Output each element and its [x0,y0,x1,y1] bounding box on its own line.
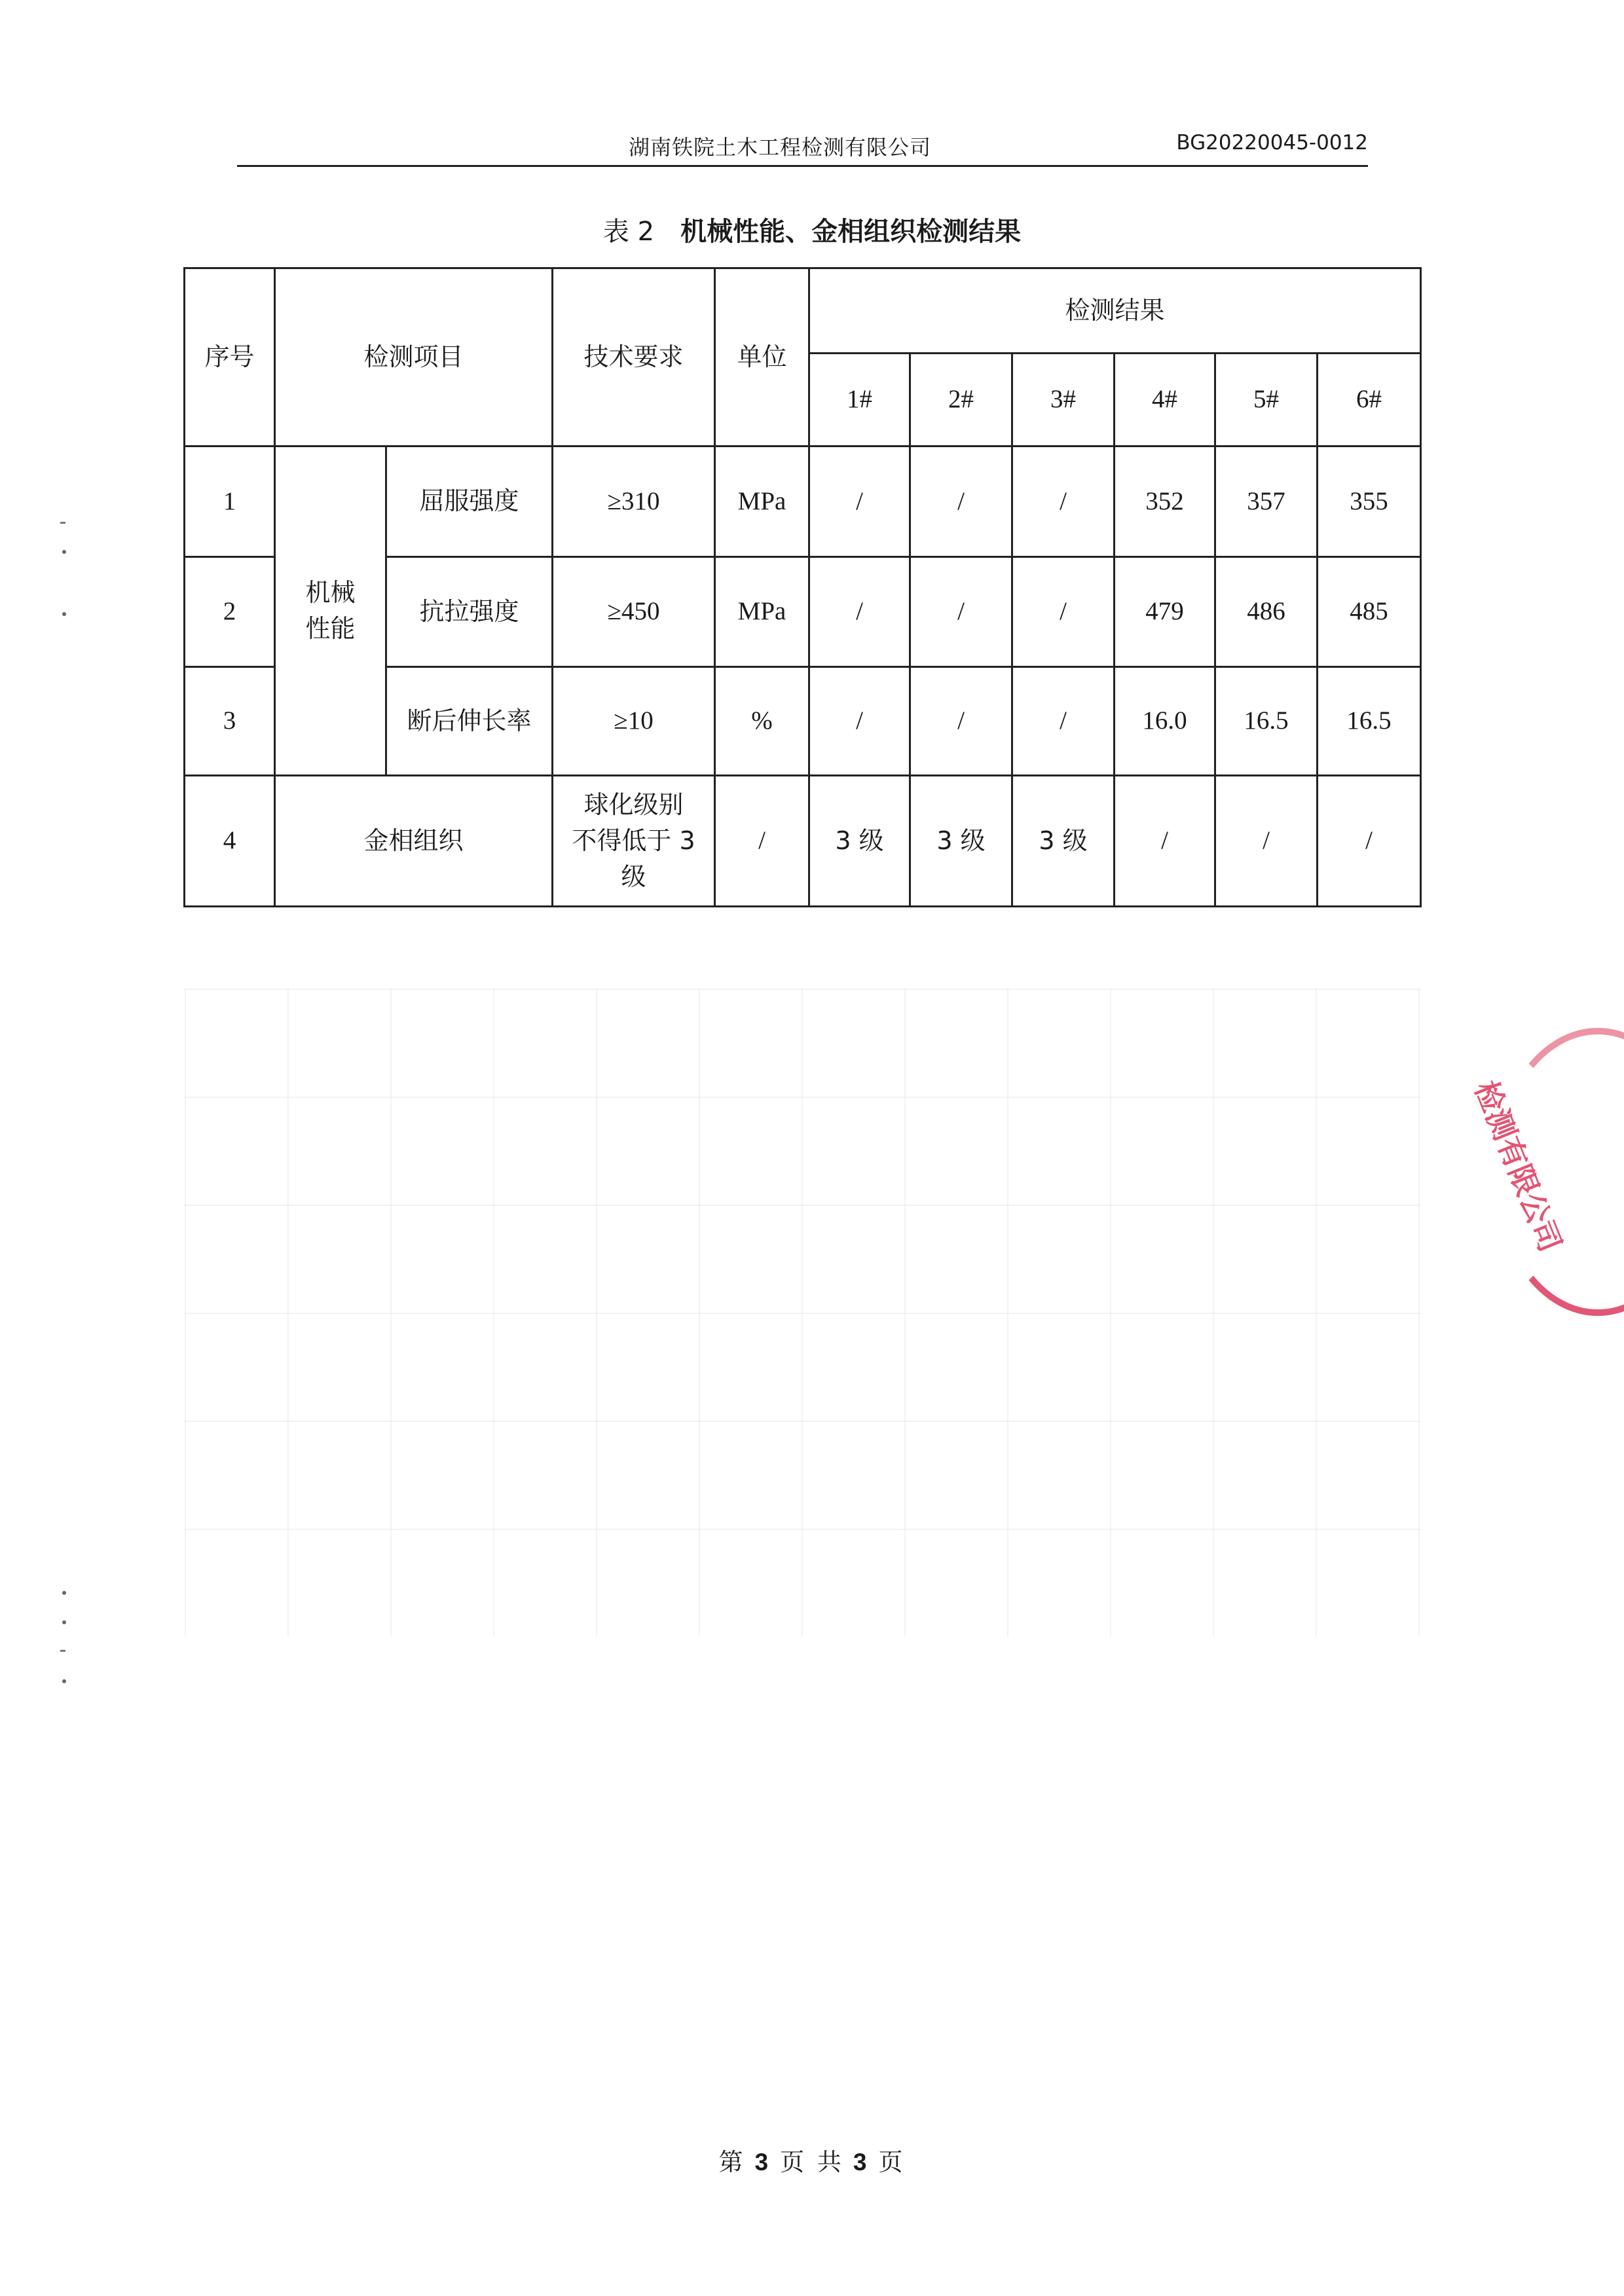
seal-text: 检测有限公司 [1467,1076,1569,1257]
result-cell: / [809,667,910,776]
row-item: 金相组织 [275,776,553,907]
result-cell: / [910,667,1012,776]
row-unit: MPa [715,557,809,667]
current-page-number: 3 [754,2149,771,2176]
row-requirement: ≥10 [553,667,715,776]
footer-prefix: 第 [718,2148,746,2176]
result-cell: 485 [1318,557,1421,667]
table-row [185,776,1421,907]
result-cell: 479 [1115,557,1215,667]
row-unit: % [715,667,809,776]
result-cell: / [1318,776,1421,907]
requirement-line: 球化级别 [583,790,684,819]
margin-mark [60,522,65,524]
faint-background-grid [185,989,1421,1637]
row-item: 断后伸长率 [386,667,553,776]
result-cell: 3 级 [910,776,1012,907]
result-cell: / [1215,776,1318,907]
result-cell: / [1012,446,1115,557]
header-requirement: 技术要求 [553,268,715,446]
result-cell: 16.5 [1215,667,1318,776]
row-requirement: ≥310 [553,446,715,557]
margin-mark [60,1650,65,1652]
result-cell: 16.5 [1318,667,1421,776]
row-unit: MPa [715,446,809,557]
requirement-line: 不得低于 3 [572,826,695,855]
total-pages-number: 3 [853,2149,870,2176]
header-unit: 单位 [715,268,809,446]
result-cell: 3 级 [809,776,910,907]
result-cell: / [1012,667,1115,776]
row-requirement: ≥450 [553,557,715,667]
group-label-line: 性能 [305,614,356,643]
report-number: BG20220045-0012 [1176,131,1368,155]
footer-suffix: 页 [878,2148,906,2176]
row-seq: 4 [185,776,275,907]
result-cell: / [809,446,910,557]
table-title [0,211,1624,248]
table-number: 表 2 [602,217,655,247]
requirement-line: 级 [621,862,646,892]
row-requirement [553,776,715,907]
row-seq: 1 [185,446,275,557]
result-cell: 355 [1318,446,1421,557]
row-item: 屈服强度 [386,446,553,557]
header-results: 检测结果 [809,268,1421,354]
page-header [237,128,1368,167]
header-seq: 序号 [185,268,275,446]
table-title-text: 机械性能、金相组织检测结果 [680,217,1022,247]
result-cell: 357 [1215,446,1318,557]
row-unit: / [715,776,809,907]
margin-mark [62,1679,66,1683]
result-cell: / [1115,776,1215,907]
group-label-mechanical [275,446,386,776]
result-cell: 352 [1115,446,1215,557]
header-sample-5: 5# [1215,354,1318,446]
margin-mark [62,550,66,554]
header-sample-1: 1# [809,354,910,446]
result-cell: / [809,557,910,667]
page-footer [0,2142,1624,2178]
result-cell: / [910,446,1012,557]
header-sample-4: 4# [1115,354,1215,446]
header-item: 检测项目 [275,268,553,446]
results-table [183,267,1422,907]
header-sample-3: 3# [1012,354,1115,446]
group-label-line: 机械 [305,577,356,607]
result-cell: 3 级 [1012,776,1115,907]
margin-mark [62,612,66,616]
footer-middle: 页 共 [780,2148,844,2176]
result-cell: 16.0 [1115,667,1215,776]
company-name: 湖南铁院土木工程检测有限公司 [629,135,932,160]
header-sample-2: 2# [910,354,1012,446]
result-cell: 486 [1215,557,1318,667]
margin-mark [62,1591,66,1595]
row-seq: 2 [185,557,275,667]
header-sample-6: 6# [1318,354,1421,446]
row-seq: 3 [185,667,275,776]
row-item: 抗拉强度 [386,557,553,667]
table-row [185,446,1421,557]
margin-mark [62,1620,66,1624]
result-cell: / [1012,557,1115,667]
result-cell: / [910,557,1012,667]
